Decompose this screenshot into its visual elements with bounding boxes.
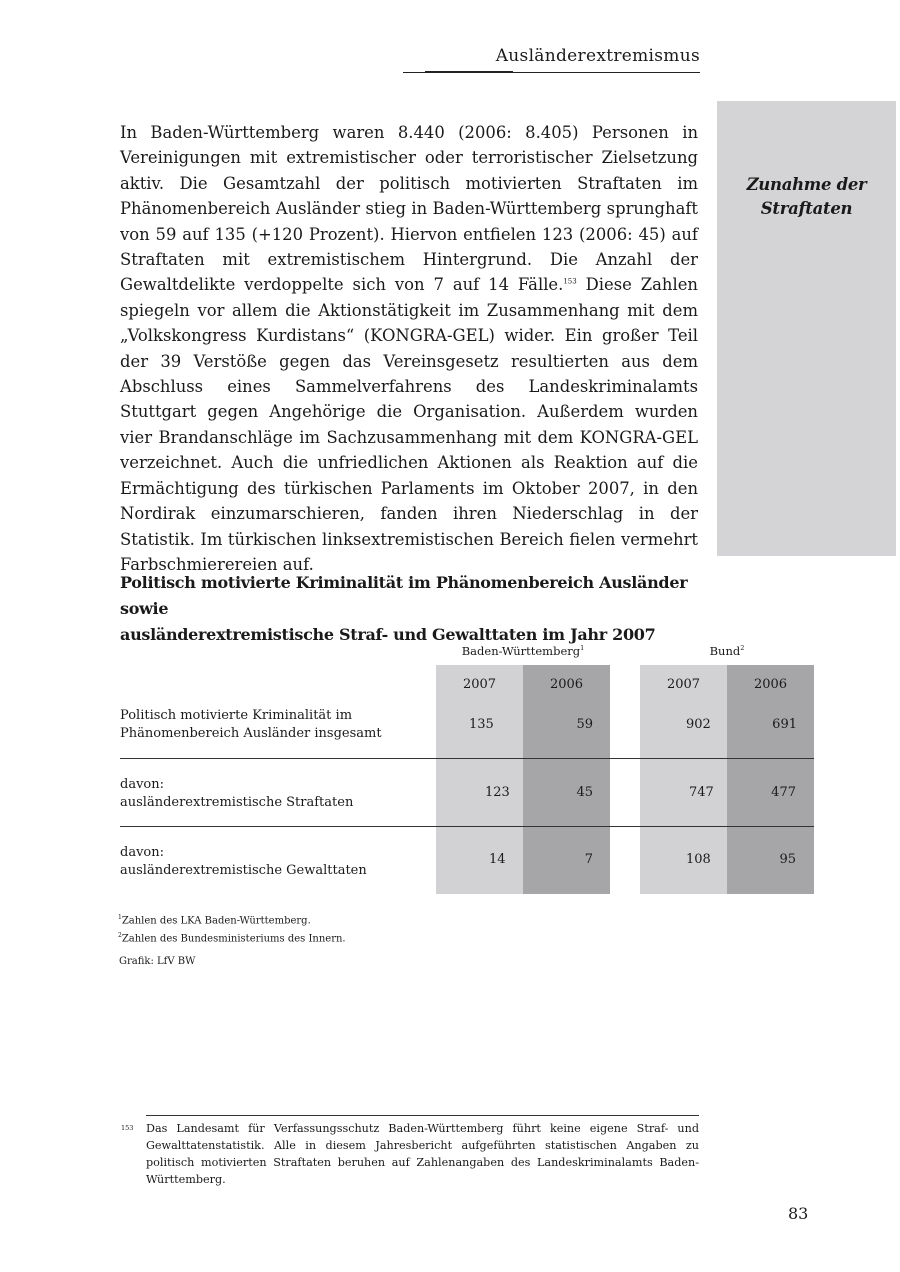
year-header-bund-2007: 2007 [666,677,701,692]
margin-sidebar [717,101,896,556]
group-footnote-bw: 1 [580,644,585,653]
header-rule-accent [425,71,513,73]
table-cell: 45 [576,785,593,800]
table-footnote-text: Zahlen des LKA Baden-Württemberg. [121,915,311,927]
table-cell: 747 [689,785,714,800]
table-title-line2: ausländerextremistische Straf- und Gewalttaten im Jahr 2007 [120,625,656,644]
running-header [403,46,700,66]
table-cell: 59 [576,717,593,732]
footnote-reference[interactable]: 153 [563,277,577,286]
row-label-line: ausländerextremistische Straftaten [120,795,354,810]
year-header-bw-2006: 2006 [549,677,584,692]
footnote-text: Das Landesamt für Verfassungsschutz Baden-Württemberg führt keine eigene Straf- und Gewalttatenstatistik. Alle in diesem Jahresbericht aufgeführten statistischen Angaben zu politisch motivierten Straftaten beruhen auf Zahlenangaben des Landeskriminalamts Baden-Württemberg. [146,1122,699,1186]
table-footnotes [118,910,346,947]
table-cell: 691 [772,717,797,732]
row-divider [120,758,814,759]
table-footnote-number: 2 [118,932,122,940]
row-label-line: davon: [120,845,164,860]
graphic-source: Grafik: LfV BW [119,956,196,967]
row-divider [120,826,814,827]
row-label-gewalttaten [120,844,430,880]
table-cell: 95 [779,852,796,867]
group-name-bw: Baden-Württemberg [461,644,581,658]
body-text-part2: Diese Zahlen spiegeln vor allem die Aktionstätigkeit im Zusammenhang mit dem „Volkskongress Kurdistans“ (KONGRA-GEL) wider. Ein großer Teil der 39 Verstöße gegen das Vereinsgesetz resultierten aus dem Abschluss eines Sammelverfahrens des Landeskriminalamts Stuttgart gegen Angehörige die Organisation. Außerdem wurden vier Brandanschläge im Sachzusammenhang mit dem KONGRA-GEL verzeichnet. Auch die unfriedlichen Aktionen als Reaktion auf die Ermächtigung des türkischen Parlaments im Oktober 2007, in den Nordirak einzumarschieren, fanden ihren Niederschlag in der Statistik. Im türkischen linksextremistischen Bereich fielen vermehrt Farbschmierereien auf. [120,275,698,574]
table-cell: 108 [686,852,711,867]
table-cell: 7 [584,852,593,867]
table-title [120,570,740,648]
row-label-line: Phänomenbereich Ausländer insgesamt [120,726,382,741]
group-header-bw [436,644,610,658]
row-label-total [120,707,430,743]
table-footnote-number: 1 [118,914,122,921]
row-label-straftaten [120,776,430,812]
body-paragraph [120,120,698,577]
table-footnote-text: Zahlen des Bundesministeriums des Innern. [121,933,346,945]
page-number: 83 [788,1204,809,1223]
footnote-rule [146,1115,699,1116]
table-title-line1: Politisch motivierte Kriminalität im Phänomenbereich Ausländer sowie [120,573,688,618]
table-footnote [118,910,346,928]
running-header-title: Ausländerextremismus [495,46,700,66]
year-header-bund-2006: 2006 [753,677,788,692]
group-header-bund [640,644,814,658]
row-label-line: ausländerextremistische Gewalttaten [120,863,367,878]
table-cell: 902 [686,717,711,732]
group-footnote-bund: 2 [740,644,745,653]
table-cell: 477 [771,785,796,800]
year-header-bw-2007: 2007 [462,677,497,692]
group-name-bund: Bund [709,644,741,658]
table-cell: 123 [485,785,510,800]
footnote-number: 153 [121,1124,134,1132]
table-footnote [118,928,346,946]
table-cell: 14 [489,852,506,867]
table-cell: 135 [469,717,494,732]
row-label-line: davon: [120,777,164,792]
sidebar-title: Zunahme der Straftaten [746,175,867,218]
row-label-line: Politisch motivierte Kriminalität im [120,708,353,723]
body-text-part1: In Baden-Württemberg waren 8.440 (2006: 8.405) Personen in Vereinigungen mit extremistischer oder terroristischer Zielsetzung aktiv. Die Gesamtzahl der politisch motivierten Straftaten im Phänomenbereich Ausländer stieg in Baden-Württemberg sprunghaft von 59 auf 135 (+120 Prozent). Hiervon entfielen 123 (2006: 45) auf Straftaten mit extremistischem Hintergrund. Die Anzahl der Gewaltdelikte verdoppelte sich von 7 auf 14 Fälle. [120,123,698,295]
